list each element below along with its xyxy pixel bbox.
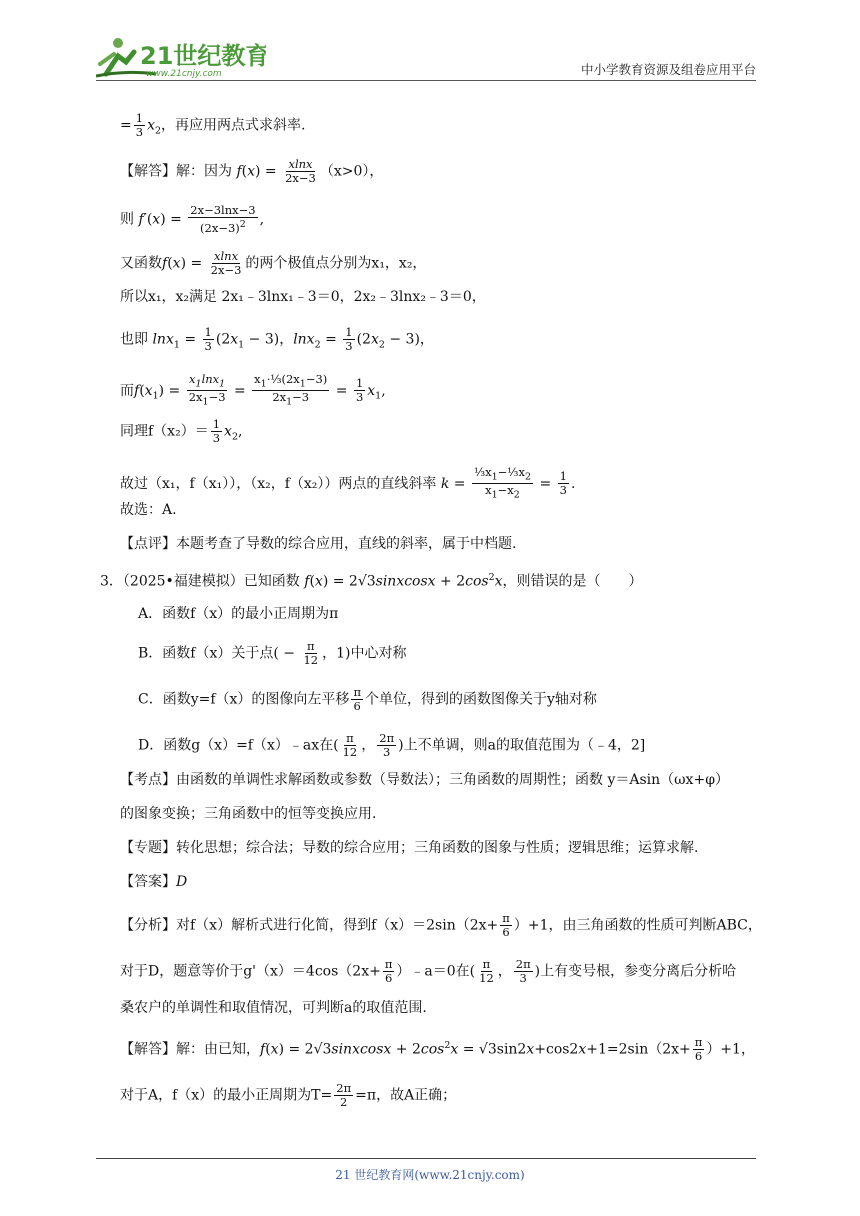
line-10: 故选：A. xyxy=(120,502,177,518)
analysis-line-1: 【分析】对f（x）解析式进行化简，得到f（x）＝2sin（2x+ $\frac{\pi}{6}$ ）+1，由三角函数的性质可判断ABC， xyxy=(120,911,762,939)
footer-divider xyxy=(96,1158,756,1159)
header-platform-text: 中小学教育资源及组卷应用平台 xyxy=(580,62,756,77)
line-7: 而$f(x_1)$ = $\frac{x_1\ln x_1}{2x_1-3}$ = $\frac{x_1\cdot\frac{1}{3}(2x_1-3)}{2x_1-3}$ = $\frac{1}{3}$ $x_1$, xyxy=(120,372,386,408)
svg-text:21世纪教育: 21世纪教育 xyxy=(140,42,266,70)
header-divider xyxy=(96,80,756,81)
line-1: = $\frac{1}{3}$ $x_2$，再应用两点式求斜率. xyxy=(120,111,306,139)
line-9: 故过（x₁，f（x₁）），（x₂，f（x₂））两点的直线斜率 k = $\frac{\frac{1}{3}x_1-\frac{1}{3}x_2}{x_1-x_2}$ = $\frac{1}{3}$ . xyxy=(120,465,576,501)
option-d: D．函数g（x）=f（x）﹣ax在( $\frac{\pi}{12}$ ， $\frac{2\pi}{3}$ )上不单调，则a的取值范围为（﹣4，2] xyxy=(138,731,646,759)
option-b: B．函数f（x）关于点( − $\frac{\pi}{12}$ ，1)中心对称 xyxy=(138,639,407,667)
option-a: A．函数f（x）的最小正周期为π xyxy=(138,606,339,622)
analysis-line-2: 对于D，题意等价于g'（x）＝4cos（2x+ $\frac{\pi}{6}$ ）﹣a＝0在( $\frac{\pi}{12}$ ， $\frac{2\pi}{3}$ )上有变号根，参变分离后分析哈 xyxy=(120,957,737,985)
kaodian-line-1: 【考点】由函数的单调性求解函数或参数（导数法）；三角函数的周期性；函数 y＝Asin（ωx+φ） xyxy=(120,772,729,788)
line-6: 也即 lnx$_1$ = $\frac{1}{3}$ $(2x_1 - 3)$，lnx$_2$ = $\frac{1}{3}$ $(2x_2 - 3)$， xyxy=(120,325,434,353)
site-logo xyxy=(96,34,266,80)
footer-text: 21 世纪教育网(www.21cnjy.com) xyxy=(335,1168,525,1182)
solution-line-1: 【解答】解：由已知，f(x) = 2√3sinxcosx + $2\cos^2x = √3\sin 2x+\cos 2x+1=2\sin(2x+$ $\frac{\pi}{6}$ ）+1， xyxy=(120,1035,755,1064)
answer-line: 【答案】D xyxy=(120,874,188,890)
line-4: 又函数f(x) = $\frac{xlnx}{2x-3}$ 的两个极值点分别为x₁，x₂， xyxy=(120,249,427,277)
line-5: 所以x₁，x₂满足 2x₁﹣3lnx₁﹣3＝0，2x₂﹣3lnx₂﹣3＝0， xyxy=(120,289,486,305)
analysis-line-3: 桑农户的单调性和取值情况，可判断a的取值范围. xyxy=(120,1000,427,1016)
zhuanti-line: 【专题】转化思想；综合法；导数的综合应用；三角函数的图象与性质；逻辑思维；运算求解. xyxy=(120,840,699,856)
kaodian-line-2: 的图象变换；三角函数中的恒等变换应用. xyxy=(120,806,377,822)
line-2: 【解答】解：因为 f(x) = $\frac{xlnx}{2x-3}$ （x>0）， xyxy=(120,157,384,185)
question-3: 3．（2025•福建模拟）已知函数 f(x) = 2√3sinxcosx + $2\cos^2x$，则错误的是（ ） xyxy=(100,572,643,590)
option-c: C．函数y=f（x）的图像向左平移 $\frac{\pi}{6}$ 个单位，得到的函数图像关于y轴对称 xyxy=(138,685,597,713)
solution-line-2: 对于A，f（x）的最小正周期为T= $\frac{2\pi}{2}$ =π，故A正确； xyxy=(120,1081,457,1109)
line-3: 则 f′(x) = $\frac{2x-3\ln x-3}{(2x-3)^2}$ , xyxy=(120,203,265,235)
line-11: 【点评】本题考查了导数的综合应用，直线的斜率，属于中档题. xyxy=(120,536,517,552)
svg-text:www.21cnjy.com: www.21cnjy.com xyxy=(146,69,222,79)
line-8: 同理f（x₂）＝ $\frac{1}{3}$ $x_2$, xyxy=(120,417,243,445)
